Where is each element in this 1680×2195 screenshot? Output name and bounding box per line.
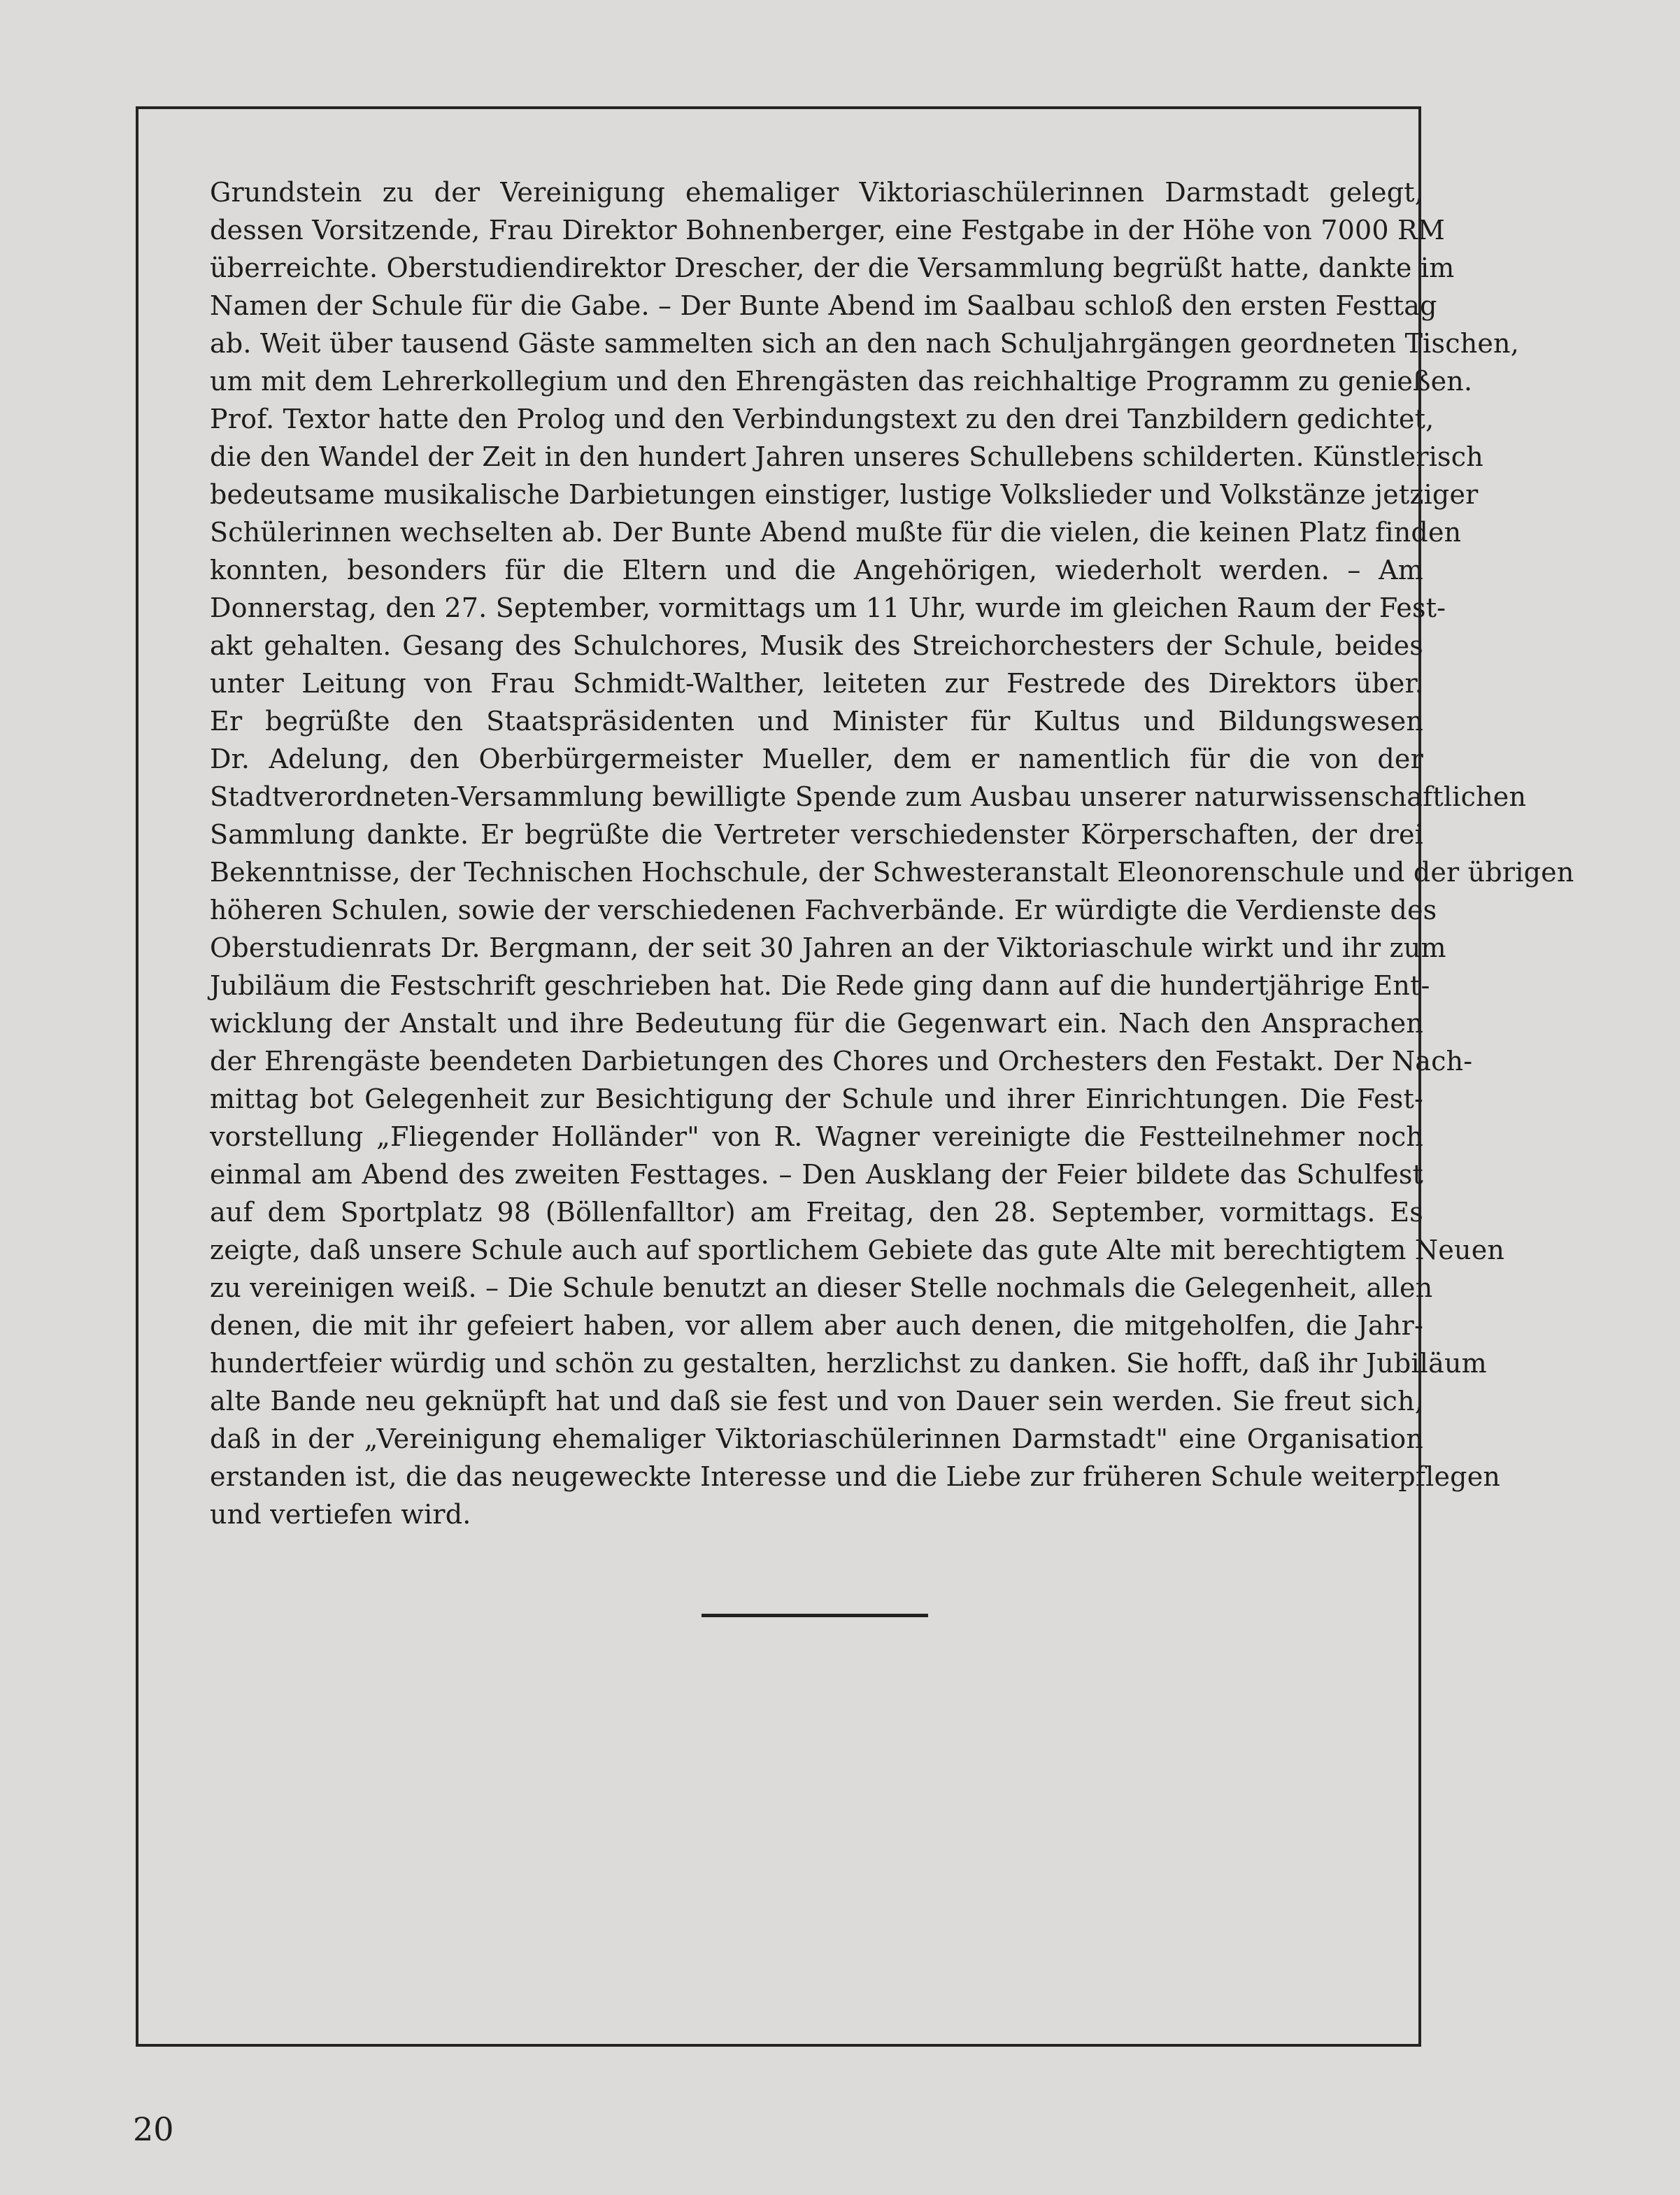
body-line: einmal am Abend des zweiten Festtages. – Den Ausklang der Feier bildete das Schulfest (210, 1159, 1423, 1190)
body-line: daß in der „Vereinigung ehemaliger Viktoriaschülerinnen Darmstadt" eine Organisation (210, 1423, 1423, 1454)
body-line: hundertfeier würdig und schön zu gestalten, herzlichst zu danken. Sie hofft, daß ihr Jubiläum (210, 1348, 1487, 1379)
body-line: Dr. Adelung, den Oberbürgermeister Mueller, dem er namentlich für die von der (210, 744, 1423, 774)
body-line: konnten, besonders für die Eltern und die Angehörigen, wiederholt werden. – Am (210, 555, 1423, 585)
body-text (210, 173, 1574, 1533)
body-line: Schülerinnen wechselten ab. Der Bunte Abend mußte für die vielen, die keinen Platz finden (210, 517, 1462, 548)
body-line: Er begrüßte den Staatspräsidenten und Minister für Kultus und Bildungswesen (210, 706, 1423, 737)
body-line: alte Bande neu geknüpft hat und daß sie fest und von Dauer sein werden. Sie freut sich, (210, 1386, 1423, 1416)
body-line: Jubiläum die Festschrift geschrieben hat. Die Rede ging dann auf die hundertjährige Ent- (210, 970, 1430, 1001)
body-line: überreichte. Oberstudiendirektor Drescher, der die Versammlung begrüßt hatte, dankte im (210, 253, 1455, 283)
body-line: dessen Vorsitzende, Frau Direktor Bohnenberger, eine Festgabe in der Höhe von 7000 RM (210, 215, 1445, 246)
body-line: auf dem Sportplatz 98 (Böllenfalltor) am Freitag, den 28. September, vormittags. Es (210, 1197, 1423, 1228)
body-line: akt gehalten. Gesang des Schulchores, Musik des Streichorchesters der Schule, beides (210, 630, 1423, 661)
body-line: Stadtverordneten-Versammlung bewilligte Spende zum Ausbau unserer naturwissenschaftlichen (210, 781, 1527, 812)
body-line: denen, die mit ihr gefeiert haben, vor allem aber auch denen, die mitgeholfen, die Jahr- (210, 1310, 1423, 1341)
body-line: bedeutsame musikalische Darbietungen einstiger, lustige Volkslieder und Volkstänze jetziger (210, 479, 1479, 510)
body-line: der Ehrengäste beendeten Darbietungen des Chores und Orchesters den Festakt. Der Nach- (210, 1046, 1473, 1077)
body-line: Namen der Schule für die Gabe. – Der Bunte Abend im Saalbau schloß den ersten Festtag (210, 290, 1437, 321)
body-line-last: und vertiefen wird. (210, 1499, 471, 1530)
body-line: Bekenntnisse, der Technischen Hochschule, der Schwesteranstalt Eleonorenschule und der übrigen (210, 857, 1574, 888)
body-line: vorstellung „Fliegender Holländer" von R. Wagner vereinigte die Festteilnehmer noch (210, 1121, 1423, 1152)
body-line: Prof. Textor hatte den Prolog und den Verbindungstext zu den drei Tanzbildern gedichtet, (210, 404, 1435, 434)
body-line: unter Leitung von Frau Schmidt-Walther, leiteten zur Festrede des Direktors über. (210, 668, 1423, 699)
body-line: zeigte, daß unsere Schule auch auf sportlichem Gebiete das gute Alte mit berechtigtem Neuen (210, 1235, 1505, 1265)
body-line: Grundstein zu der Vereinigung ehemaliger Viktoriaschülerinnen Darmstadt gelegt, (210, 177, 1423, 208)
body-line: wicklung der Anstalt und ihre Bedeutung für die Gegenwart ein. Nach den Ansprachen (210, 1008, 1423, 1039)
body-line: Donnerstag, den 27. September, vormittags um 11 Uhr, wurde im gleichen Raum der Fest- (210, 592, 1446, 623)
body-line: die den Wandel der Zeit in den hundert Jahren unseres Schullebens schilderten. Künstlerisch (210, 441, 1483, 472)
section-divider (702, 1614, 928, 1617)
page-number: 20 (133, 2110, 174, 2148)
body-line: mittag bot Gelegenheit zur Besichtigung der Schule und ihrer Einrichtungen. Die Fest- (210, 1084, 1423, 1114)
body-line: Oberstudienrats Dr. Bergmann, der seit 30 Jahren an der Viktoriaschule wirkt und ihr zum (210, 932, 1446, 963)
body-line: Sammlung dankte. Er begrüßte die Vertreter verschiedenster Körperschaften, der drei (210, 819, 1423, 850)
body-line: ab. Weit über tausend Gäste sammelten sich an den nach Schuljahrgängen geordneten Tischen, (210, 328, 1520, 359)
body-line: um mit dem Lehrerkollegium und den Ehrengästen das reichhaltige Programm zu genießen. (210, 366, 1473, 397)
body-line: zu vereinigen weiß. – Die Schule benutzt an dieser Stelle nochmals die Gelegenheit, allen (210, 1272, 1433, 1303)
body-line: erstanden ist, die das neugeweckte Interesse und die Liebe zur früheren Schule weiterpflegen (210, 1461, 1501, 1492)
body-line: höheren Schulen, sowie der verschiedenen Fachverbände. Er würdigte die Verdienste des (210, 895, 1437, 925)
